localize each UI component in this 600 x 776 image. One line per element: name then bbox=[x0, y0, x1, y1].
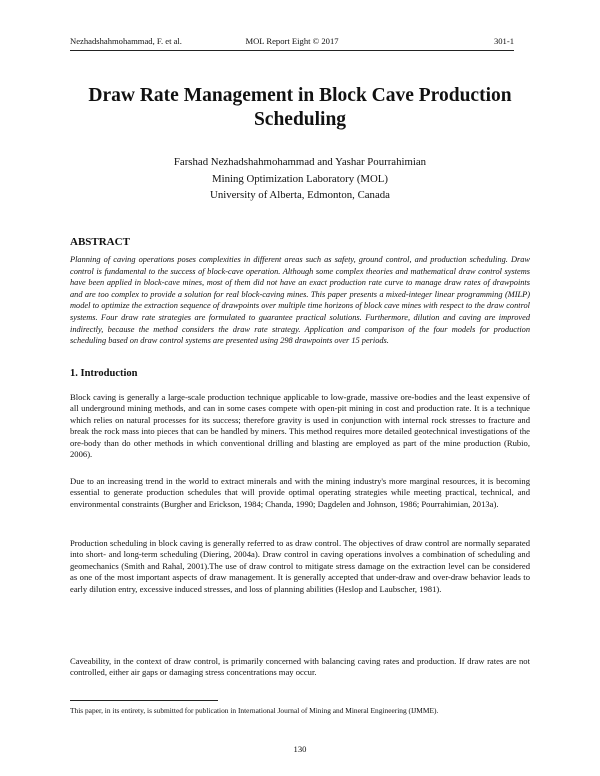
author-names: Farshad Nezhadshahmohammad and Yashar Pourrahimian bbox=[173, 156, 427, 168]
intro-paragraph-1: Block caving is generally a large-scale production technique applicable to low-grade, massive ore-bodies and the least expensive of all underground mining methods, and can in some cases compete with open-pit mining in cost and production rate. It is a technique which relies on natural processes for its success; therefore gravity is used in conjunction with internal rock stresses to fracture and break the rock mass into pieces that can be handled by miners. This method requires more detailed geotechnical investigations of the ore-body than do other methods in which conventional drilling and blasting are employed as part of the mine production (Rubio, 2006). bbox=[70, 392, 530, 460]
paper-title: Draw Rate Management in Block Cave Production Scheduling bbox=[88, 85, 512, 130]
author-university: University of Alberta, Edmonton, Canada bbox=[210, 189, 390, 201]
intro-paragraph-3: Production scheduling in block caving is generally referred to as draw control. The objectives of draw control are normally separated into short- and long-term scheduling (Diering, 2004a). Draw control in caving operations involves a combination of scheduling and geomechanics (Smith and Rahal, 2001).The use of draw control to mitigate stress damage on the extraction level can be considered as one of the most important aspects of draw management. It is generally accepted that under-draw and over-draw behavior leads to early dilution entry, excessive induced stresses, and loss of planning abilities (Heslop and Laubscher, 1981). bbox=[70, 538, 530, 594]
intro-paragraph-2: Due to an increasing trend in the world to extract minerals and with the mining industry's more marginal resources, it is becoming essential to generate production schedules that will provide optimal operating strategies while meeting practical, technical, and environmental constraints (Burgher and Erickson, 1984; Chanda, 1990; Dagdelen and Johnson, 1986; Pourrahimian, 2013a). bbox=[70, 476, 530, 509]
header-report: MOL Report Eight © 2017 bbox=[245, 36, 339, 46]
header-authors: Nezhadshahmohammad, F. et al. bbox=[70, 36, 182, 46]
footnote: This paper, in its entirety, is submitted for publication in International Journal of Mining and Mineral Engineering (IJMME). bbox=[70, 706, 439, 715]
author-block bbox=[70, 154, 530, 204]
abstract-text: Planning of caving operations poses complexities in different areas such as safety, ground control, and production scheduling. Draw control is fundamental to the success of block-cave operation. Although some complex theories and mathematical draw control systems have been applied in block-cave mines, most of them did not have an exact production rate curve to manage draw rates of drawpoints and are too complex to provide a solution for real block-caving mines. This paper presents a mixed-integer linear programming (MILP) model to optimize the extraction sequence of drawpoints over multiple time horizons of block cave mines with respect to the draw control systems. Four draw rate strategies are formulated to guarantee practical solutions. Furthermore, dilution and caving are improved indirectly, because the method considers the draw rate strategy. Application and comparison of the four models for production scheduling based on draw control systems are presented using 298 drawpoints over 15 periods. bbox=[70, 255, 530, 346]
abstract-heading: ABSTRACT bbox=[70, 236, 130, 248]
author-lab: Mining Optimization Laboratory (MOL) bbox=[211, 172, 388, 185]
introduction-heading: 1. Introduction bbox=[70, 368, 138, 379]
page-number: 130 bbox=[293, 744, 307, 754]
header-divider bbox=[70, 50, 514, 51]
footnote-divider bbox=[70, 700, 218, 701]
header-page-id: 301-1 bbox=[493, 36, 514, 46]
running-header bbox=[70, 36, 514, 50]
intro-paragraph-4: Caveability, in the context of draw control, is primarily concerned with balancing caving rates and production. If draw rates are not controlled, either air gaps or damaging stress concentrations may occur. bbox=[70, 656, 530, 678]
